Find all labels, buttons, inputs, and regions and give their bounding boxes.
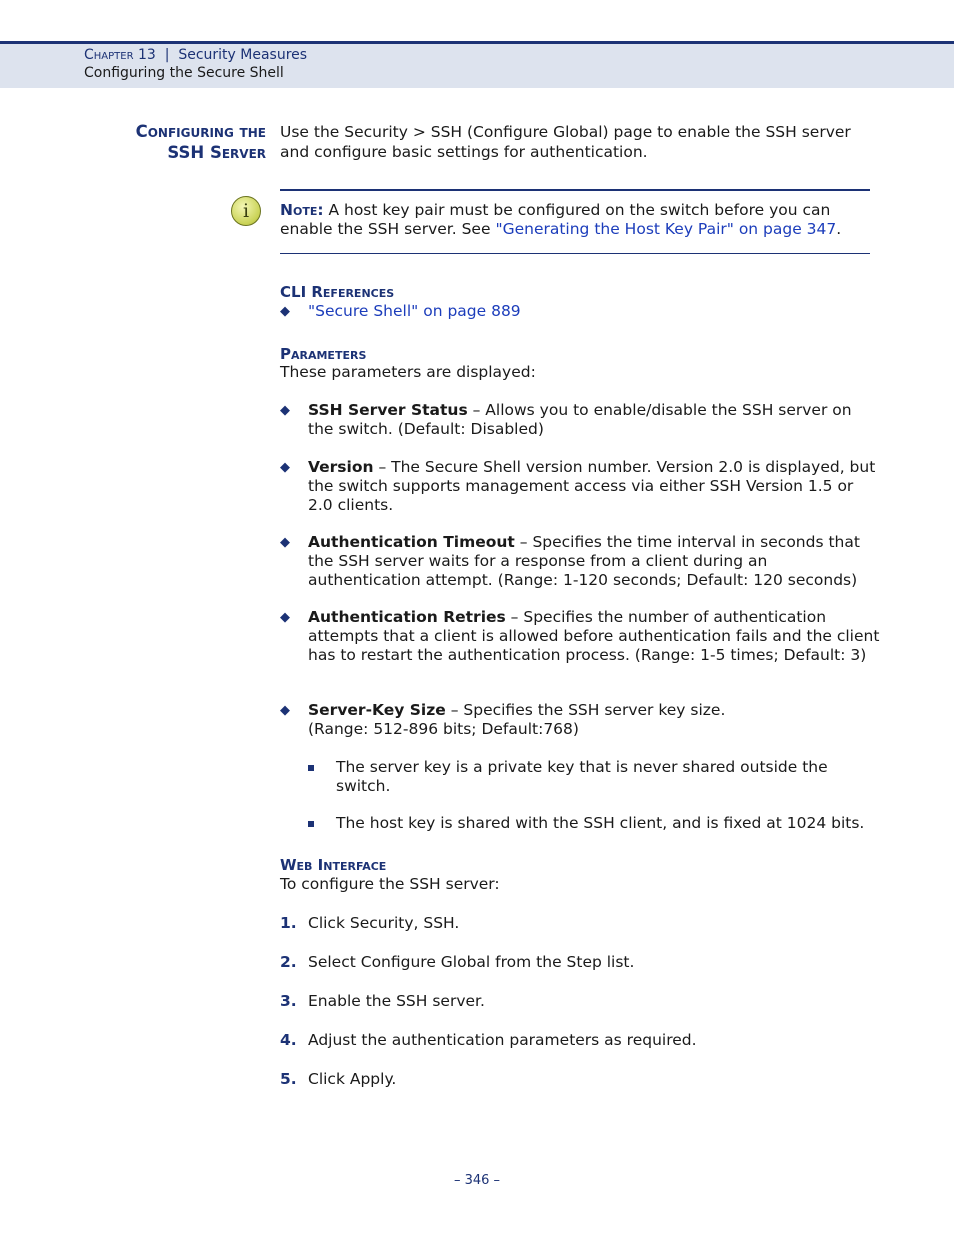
parameter-name: Authentication Timeout (308, 533, 515, 551)
parameter-desc-range: (Range: 512-896 bits; Default:768) (308, 720, 579, 738)
note-box (280, 201, 880, 238)
diamond-bullet-icon: ◆ (280, 535, 290, 550)
section-intro: Use the Security > SSH (Configure Global) page to enable the SSH server and configure basic settings for authentication. (280, 123, 851, 161)
parameters-heading: Parameters (280, 345, 367, 363)
chapter-label: Chapter 13 (84, 47, 156, 63)
step-number: 4. (280, 1031, 297, 1049)
parameter-item (280, 701, 880, 739)
diamond-bullet-icon: ◆ (280, 703, 290, 718)
parameter-item (280, 458, 880, 515)
parameter-item (280, 401, 880, 439)
parameters-intro: These parameters are displayed: (280, 363, 536, 381)
step-text: Click Apply. (308, 1070, 397, 1088)
info-icon: i (231, 196, 261, 226)
page-number: – 346 – (453, 1173, 501, 1188)
step-text: Click Security, SSH. (308, 914, 460, 932)
diamond-bullet-icon: ◆ (280, 304, 290, 319)
step-item (280, 1070, 396, 1089)
parameter-name: Server-Key Size (308, 701, 446, 719)
section-title-line1: Configuring the (135, 122, 266, 141)
sub-bullet-text: The server key is a private key that is never shared outside the switch. (336, 758, 828, 795)
parameter-name: Authentication Retries (308, 608, 506, 626)
header-subtitle: Configuring the Secure Shell (84, 65, 284, 81)
diamond-bullet-icon: ◆ (280, 403, 290, 418)
diamond-bullet-icon: ◆ (280, 460, 290, 475)
step-number: 2. (280, 953, 297, 971)
note-text-after: . (836, 219, 842, 238)
parameter-desc: – Specifies the number of authentication attempts that a client is allowed before authentication fails and the client has to restart the authentication process. (Range: 1-5 times; Default: 3) (308, 608, 880, 664)
sub-bullet-item (308, 814, 878, 833)
step-text: Enable the SSH server. (308, 992, 485, 1010)
parameter-desc: – Specifies the time interval in seconds that the SSH server waits for a response from a client during an authentication attempt. (Range: 1-120 seconds; Default: 120 seconds) (308, 533, 860, 589)
web-interface-heading: Web Interface (280, 856, 387, 874)
note-text-before: A host key pair must be configured on the switch before you can enable the SSH server. See (280, 201, 831, 238)
step-item (280, 992, 485, 1011)
note-divider-bottom (280, 253, 870, 254)
page-header (0, 41, 954, 88)
parameter-item (280, 533, 880, 590)
chapter-separator: | (164, 47, 170, 63)
web-interface-intro: To configure the SSH server: (280, 875, 500, 893)
chapter-title: Security Measures (178, 47, 308, 63)
parameter-desc: – Allows you to enable/disable the SSH server on the switch. (Default: Disabled) (308, 401, 852, 438)
step-number: 1. (280, 914, 297, 932)
square-bullet-icon (308, 765, 314, 771)
cli-references-heading: CLI References (280, 283, 395, 301)
step-text: Select Configure Global from the Step list. (308, 953, 635, 971)
parameter-name: SSH Server Status (308, 401, 468, 419)
step-number: 3. (280, 992, 297, 1010)
step-number: 5. (280, 1070, 297, 1088)
section-title (136, 121, 266, 163)
sub-bullet-text: The host key is shared with the SSH client, and is fixed at 1024 bits. (336, 814, 865, 832)
note-divider-top (280, 189, 870, 191)
parameter-item (280, 608, 880, 665)
step-item (280, 1031, 697, 1050)
note-label: Note: (280, 201, 324, 219)
section-title-line2: SSH Server (167, 143, 266, 162)
parameter-name: Version (308, 458, 374, 476)
diamond-bullet-icon: ◆ (280, 610, 290, 625)
sub-bullet-item (308, 758, 878, 795)
chapter-line (84, 47, 307, 63)
step-text: Adjust the authentication parameters as required. (308, 1031, 697, 1049)
cli-reference-link[interactable]: "Secure Shell" on page 889 (308, 302, 521, 320)
step-item (280, 914, 459, 933)
step-item (280, 953, 634, 972)
note-link[interactable]: "Generating the Host Key Pair" on page 347 (495, 219, 837, 238)
square-bullet-icon (308, 821, 314, 827)
cli-reference-item (280, 302, 880, 321)
parameter-desc: – Specifies the SSH server key size. (445, 701, 726, 719)
parameter-desc: – The Secure Shell version number. Version 2.0 is displayed, but the switch supports management access via either SSH Version 1.5 or 2.0 clients. (308, 458, 876, 514)
